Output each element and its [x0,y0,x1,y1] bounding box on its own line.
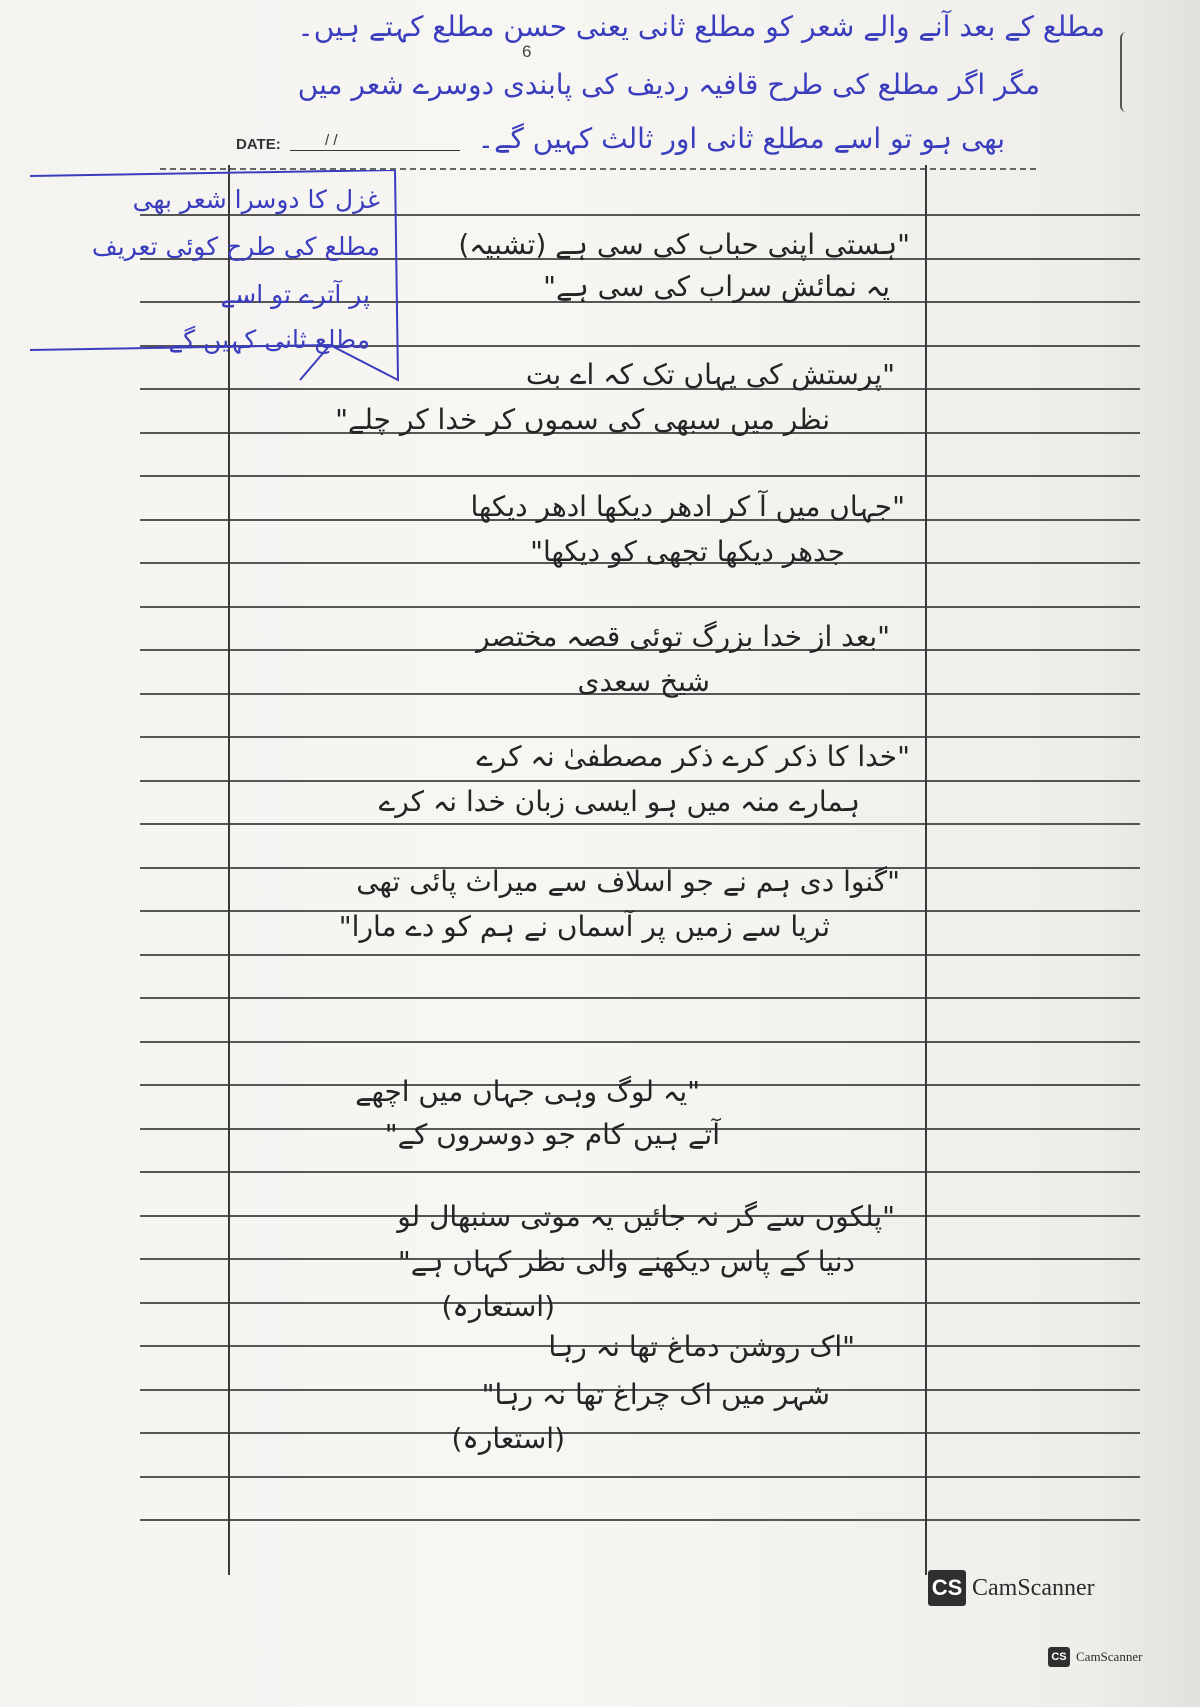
camscanner-watermark [928,1570,1095,1606]
couplet-1-line-2: یہ نمائش سراب کی سی ہے" [543,270,890,303]
camscanner-logo-small-icon: CS [1048,1647,1070,1667]
page-number: 6 [522,42,532,61]
date-value: / / [325,132,338,149]
couplet-6-line-1: "گنوا دی ہم نے جو اسلاف سے میراث پائی تھی [356,865,900,898]
couplet-8-line-2: دنیا کے پاس دیکھنے والی نظر کہاں ہے" [397,1245,855,1278]
ruled-line [140,1171,1140,1173]
couplet-8-line-1: "پلکوں سے گر نہ جائیں یہ موتی سنبھال لو [397,1200,895,1233]
couplet-3-line-1: "جہاں میں آ کر ادھر دیکھا ادھر دیکھا [470,490,905,523]
ruled-line [140,954,1140,956]
margin-note-line-4: مطلع ثانی کہیں گے۔ [153,325,370,354]
couplet-3-line-2: جدھر دیکھا تجھی کو دیکھا" [530,535,845,568]
margin-note-line-2: مطلع کی طرح کوئی تعریف [91,232,380,261]
header-note-line-1: مطلع کے بعد آنے والے شعر کو مطلع ثانی یعنی حسن مطلع کہتے ہیں۔ [297,10,1105,43]
camscanner-logo-icon: CS [928,1570,966,1606]
couplet-6-line-2: ثریا سے زمیں پر آسماں نے ہم کو دے مارا" [338,910,830,943]
ruled-line [140,606,1140,608]
ruled-line [140,780,1140,782]
header-note-line-2: مگر اگر مطلع کی طرح قافیہ ردیف کی پابندی دوسرے شعر میں [297,68,1040,101]
date-underline [290,150,460,151]
right-border-line [925,165,927,1575]
ruled-line [140,1302,1140,1304]
couplet-2-line-2: نظر میں سبھی کی سموں کر خدا کر چلے" [335,403,830,436]
ruled-line [140,997,1140,999]
date-label: DATE: [236,136,281,153]
margin-note-line-1: غزل کا دوسرا شعر بھی [132,185,380,214]
couplet-4-line-2: شیخ سعدی [577,665,710,698]
camscanner-watermark-small [1048,1647,1142,1667]
couplet-5-line-2: ہمارے منہ میں ہو ایسی زبان خدا نہ کرے [378,785,860,818]
couplet-2-line-1: "پرستش کی یہاں تک کہ اے بت [525,358,895,391]
staple-mark [1120,32,1136,112]
header-note-line-3: بھی ہو تو اسے مطلع ثانی اور ثالث کہیں گے۔ [477,122,1005,155]
ruled-line [140,1519,1140,1521]
couplet-9-line-1: "اک روشن دماغ تھا نہ رہا [548,1330,855,1363]
ruled-line [140,1476,1140,1478]
couplet-8-tag: (استعارہ) [441,1290,555,1323]
margin-note-line-3: پر آترے تو اسے [220,280,370,309]
couplet-7-line-2: آتے ہیں کام جو دوسروں کے" [384,1118,720,1151]
camscanner-text-small: CamScanner [1076,1649,1143,1664]
couplet-4-line-1: "بعد از خدا بزرگ توئی قصہ مختصر [476,620,890,653]
couplet-7-line-1: "یہ لوگ وہی جہاں میں اچھے [355,1075,700,1108]
camscanner-text: CamScanner [972,1574,1095,1601]
couplet-9-tag: (استعارہ) [451,1422,565,1455]
ruled-line [140,823,1140,825]
ruled-line [140,1041,1140,1043]
couplet-9-line-2: شہر میں اک چراغ تھا نہ رہا" [481,1378,830,1411]
ruled-line [140,475,1140,477]
ruled-line [140,1432,1140,1434]
ruled-line [140,736,1140,738]
couplet-1-line-1: "ہستی اپنی حباب کی سی ہے (تشبیہ) [458,228,910,261]
couplet-5-line-1: "خدا کا ذکر کرے ذکر مصطفیٰ نہ کرے [476,740,910,773]
